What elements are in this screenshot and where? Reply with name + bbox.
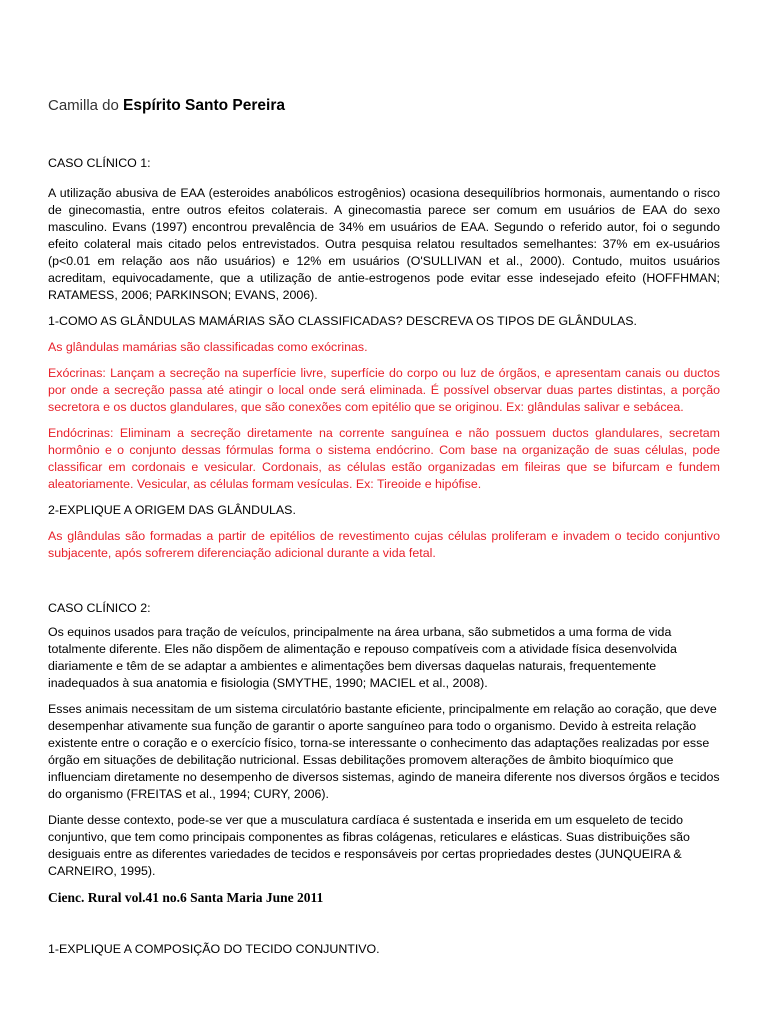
case1-question-1: 1-COMO AS GLÂNDULAS MAMÁRIAS SÃO CLASSIFICADAS? DESCREVA OS TIPOS DE GLÂNDULAS. xyxy=(48,314,637,328)
case2-paragraph-1: Os equinos usados para tração de veículos, principalmente na área urbana, são submetidos a uma forma de vida totalmente diferente. Eles não dispõem de alimentação e repouso compatíveis com a atividade física desenvolvida diariamente e têm de se adaptar a ambientes e alimentações bem diversas daquelas naturais, frequentemente inadequados à sua anatomia e fisiologia (SMYTHE, 1990; MACIEL et al., 2008). xyxy=(48,625,677,690)
author-given-name: Camilla do xyxy=(48,97,119,114)
document-body xyxy=(48,155,720,958)
case1-answer-1-endocrinas: Endócrinas: Eliminam a secreção diretamente na corrente sanguínea e não possuem ductos glandulares, secretam hormônio e o conjunto dessas fórmulas forma o sistema endócrino. Com base na organização de suas células, pode classificar em cordonais e vesicular. Cordonais, as células estão organizadas em fileiras que se bifurcam e fundem aleatoriamente. Vesicular, as células formam vesículas. Ex: Tireoide e hipófise. xyxy=(48,426,720,491)
case2-paragraph-2: Esses animais necessitam de um sistema circulatório bastante eficiente, principalmente em relação ao coração, que deve desempenhar ativamente sua função de garantir o aporte sanguíneo para todo o organismo. Devido à estreita relação existente entre o coração e o exercício físico, torna-se interessante o conhecimento das adaptações realizadas por esse órgão em situações de debilitação nutricional. Essas debilitações promovem alterações de âmbito bioquímico que influenciam diretamente no desempenho de diversos sistemas, agindo de maneira diferente nos diversos órgãos e tecidos do organismo (FREITAS et al., 1994; CURY, 2006). xyxy=(48,702,720,801)
case2-paragraph-3: Diante desse contexto, pode-se ver que a musculatura cardíaca é sustentada e inserida em um esqueleto de tecido conjuntivo, que tem como principais componentes as fibras colágenas, reticulares e elásticas. Suas distribuições são desiguais entre as diferentes variedades de tecidos e responsáveis por certas propriedades destes (JUNQUEIRA & CARNEIRO, 1995). xyxy=(48,813,690,878)
author-family-name: Espírito Santo Pereira xyxy=(123,97,285,114)
article-reference: Cienc. Rural vol.41 no.6 Santa Maria June 2011 xyxy=(48,890,324,905)
case1-intro-paragraph: A utilização abusiva de EAA (esteroides anabólicos estrogênios) ocasiona desequilíbrios hormonais, aumentando o risco de ginecomastia, entre outros efeitos colaterais. A ginecomastia parece ser comum em usuários de EAA do sexo masculino. Evans (1997) encontrou prevalência de 34% em usuários de EAA. Segundo o referido autor, foi o segundo efeito colateral mais citado pelos entrevistados. Outra pesquisa relatou resultados semelhantes: 37% em ex-usuários (p<0.01 em relação aos não usuários) e 12% em usuários (O'SULLIVAN et al., 2000). Contudo, muitos usuários acreditam, equivocadamente, que a utilização de antie-estrogenos pode evitar esse indesejado efeito (HOFFHMAN; RATAMESS, 2006; PARKINSON; EVANS, 2006). xyxy=(48,186,720,302)
case1-title: CASO CLÍNICO 1: xyxy=(48,156,151,170)
case1-question-2: 2-EXPLIQUE A ORIGEM DAS GLÂNDULAS. xyxy=(48,503,296,517)
case1-answer-1-summary: As glândulas mamárias são classificadas como exócrinas. xyxy=(48,340,368,354)
case1-answer-1-exocrinas: Exócrinas: Lançam a secreção na superfície livre, superfície do corpo ou luz de órgãos, e apresentam canais ou ductos por onde a secreção passa até atingir o local onde será eliminada. É possível observar duas partes distintas, a porção secretora e os ductos glandulares, que são conexões com epitélio que se originou. Ex: glândulas salivar e sebácea. xyxy=(48,366,720,414)
case2-question-1: 1-EXPLIQUE A COMPOSIÇÃO DO TECIDO CONJUNTIVO. xyxy=(48,942,380,956)
author-name xyxy=(48,97,285,115)
case1-answer-2: As glândulas são formadas a partir de epitélios de revestimento cujas células proliferam e invadem o tecido conjuntivo subjacente, após sofrerem diferenciação adicional durante a vida fetal. xyxy=(48,529,720,560)
case2-title: CASO CLÍNICO 2: xyxy=(48,601,151,615)
